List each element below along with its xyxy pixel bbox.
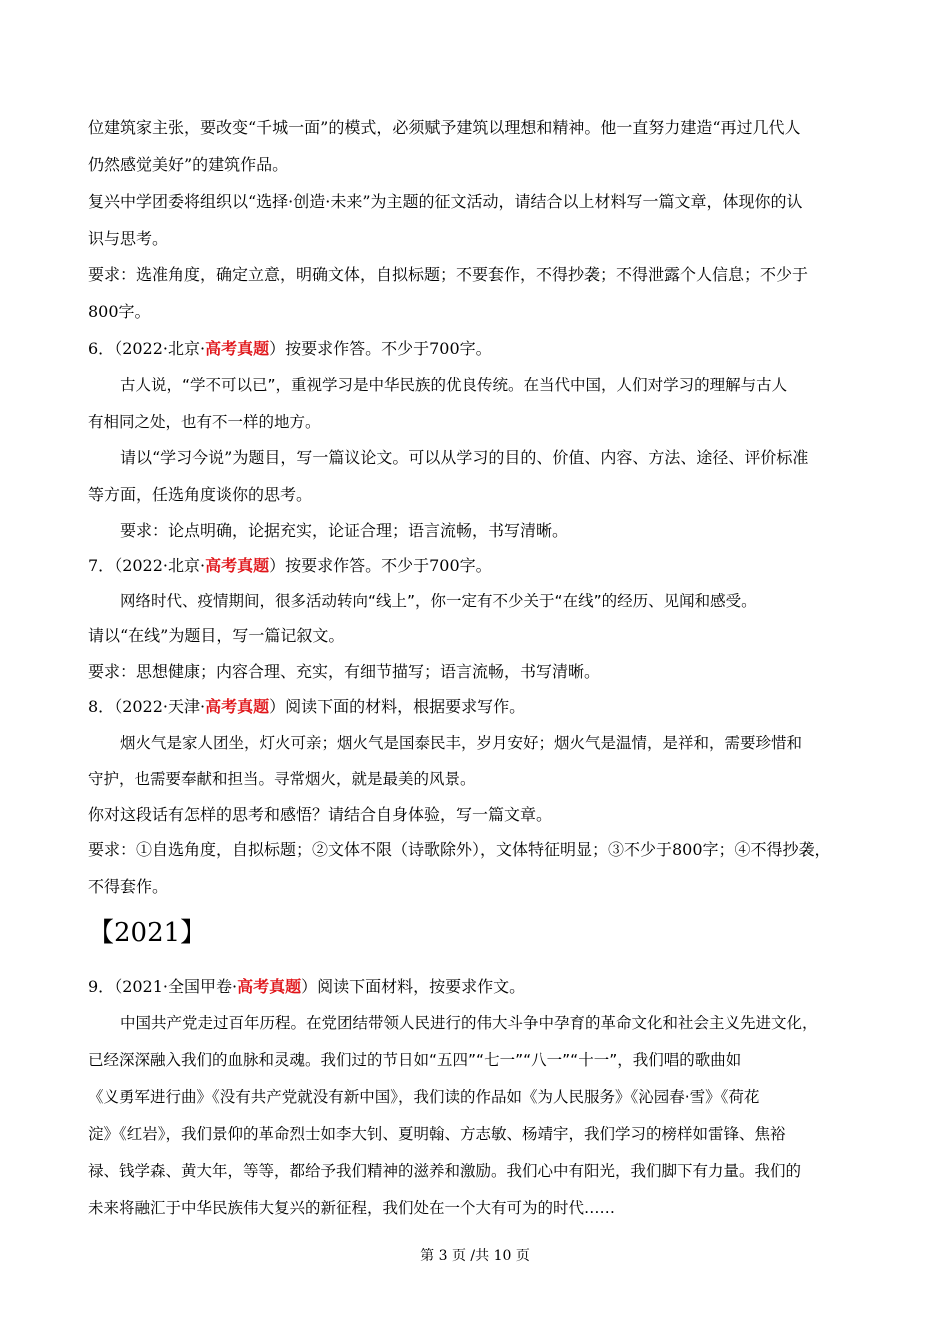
question-8-header	[88, 697, 890, 717]
prompt-line: 请以“学习今说”为题目，写一篇议论文。可以从学习的目的、价值、内容、方法、途径、评价标准	[120, 448, 809, 467]
exam-tag: 高考真题	[237, 977, 302, 996]
material-line: 网络时代、疫情期间，很多活动转向“线上”，你一定有不少关于“在线”的经历、见闻和感受。	[120, 592, 757, 610]
exam-tag: 高考真题	[205, 556, 270, 575]
question-number: 7．	[88, 556, 115, 575]
question-source: （2022·天津·	[114, 697, 206, 716]
requirement-line: 要求：选准角度，确定立意，明确文体，自拟标题；不要套作，不得抄袭；不得泄露个人信息；不少于	[88, 265, 809, 284]
requirement-line: 要求：思想健康；内容合理、充实，有细节描写；语言流畅，书写清晰。	[88, 662, 601, 681]
paragraph-line: 仍然感觉美好”的建筑作品。	[88, 155, 289, 174]
requirement-line: 要求：①自选角度，自拟标题；②文体不限（诗歌除外），文体特征明显；③不少于800字；④不得抄袭，	[88, 840, 831, 859]
question-number: 8．	[88, 697, 115, 716]
requirement-line: 800字。	[88, 302, 151, 321]
question-source: （2022·北京·	[114, 339, 206, 358]
prompt-line: 你对这段话有怎样的思考和感悟？请结合自身体验，写一篇文章。	[88, 805, 553, 824]
material-line: 禄、钱学森、黄大年，等等，都给予我们精神的滋养和激励。我们心中有阳光，我们脚下有力量。我们的	[88, 1162, 802, 1180]
material-line: 《义勇军进行曲》《没有共产党就没有新中国》，我们读的作品如《为人民服务》《沁园春·雪》《荷花	[88, 1088, 760, 1106]
question-source: （2021·全国甲卷·	[114, 977, 238, 996]
prompt-line: 等方面，任选角度谈你的思考。	[88, 485, 313, 504]
requirement-line: 要求：论点明确，论据充实，论证合理；语言流畅，书写清晰。	[120, 521, 569, 540]
question-number: 6．	[88, 339, 115, 358]
exam-tag: 高考真题	[205, 339, 270, 358]
requirement-line: 不得套作。	[88, 877, 169, 896]
paragraph-line: 位建筑家主张，要改变“千城一面”的模式，必须赋予建筑以理想和精神。他一直努力建造“再过几代人	[88, 118, 801, 137]
material-line: 烟火气是家人团坐，灯火可亲；烟火气是国泰民丰，岁月安好；烟火气是温情，是祥和，需要珍惜和	[120, 734, 803, 752]
page-number: 第 3 页 /共 10 页	[420, 1248, 530, 1264]
section-heading: 【2021】	[88, 918, 207, 948]
paragraph-line: 识与思考。	[88, 229, 169, 248]
material-line: 守护，也需要奉献和担当。寻常烟火，就是最美的风景。	[88, 770, 476, 788]
prompt-line: 请以“在线”为题目，写一篇记叙文。	[88, 626, 345, 645]
question-instruction: ）按要求作答。不少于700字。	[269, 339, 492, 358]
question-source: （2022·北京·	[114, 556, 206, 575]
question-instruction: ）阅读下面的材料，根据要求写作。	[269, 697, 526, 716]
material-line: 未来将融汇于中华民族伟大复兴的新征程，我们处在一个大有可为的时代……	[88, 1199, 616, 1217]
question-9-header	[88, 977, 890, 997]
material-line: 已经深深融入我们的血脉和灵魂。我们过的节日如“五四”“七一”“八一”“十一”，我们唱的歌曲如	[88, 1051, 742, 1069]
material-line: 古人说，“学不可以已”，重视学习是中华民族的优良传统。在当代中国，人们对学习的理解与古人	[120, 376, 788, 394]
question-7-header	[88, 556, 890, 576]
exam-tag: 高考真题	[205, 697, 270, 716]
question-instruction: ）按要求作答。不少于700字。	[269, 556, 492, 575]
question-6-header	[88, 339, 890, 359]
paragraph-line: 复兴中学团委将组织以“选择·创造·未来”为主题的征文活动，请结合以上材料写一篇文章，体现你的认	[88, 192, 803, 211]
material-line: 淀》《红岩》，我们景仰的革命烈士如李大钊、夏明翰、方志敏、杨靖宇，我们学习的榜样如雷锋、焦裕	[88, 1125, 786, 1143]
question-instruction: ）阅读下面材料，按要求作文。	[301, 977, 526, 996]
material-line: 有相同之处，也有不一样的地方。	[88, 413, 321, 431]
material-line: 中国共产党走过百年历程。在党团结带领人民进行的伟大斗争中孕育的革命文化和社会主义先进文化，	[120, 1014, 818, 1032]
question-number: 9．	[88, 977, 115, 996]
